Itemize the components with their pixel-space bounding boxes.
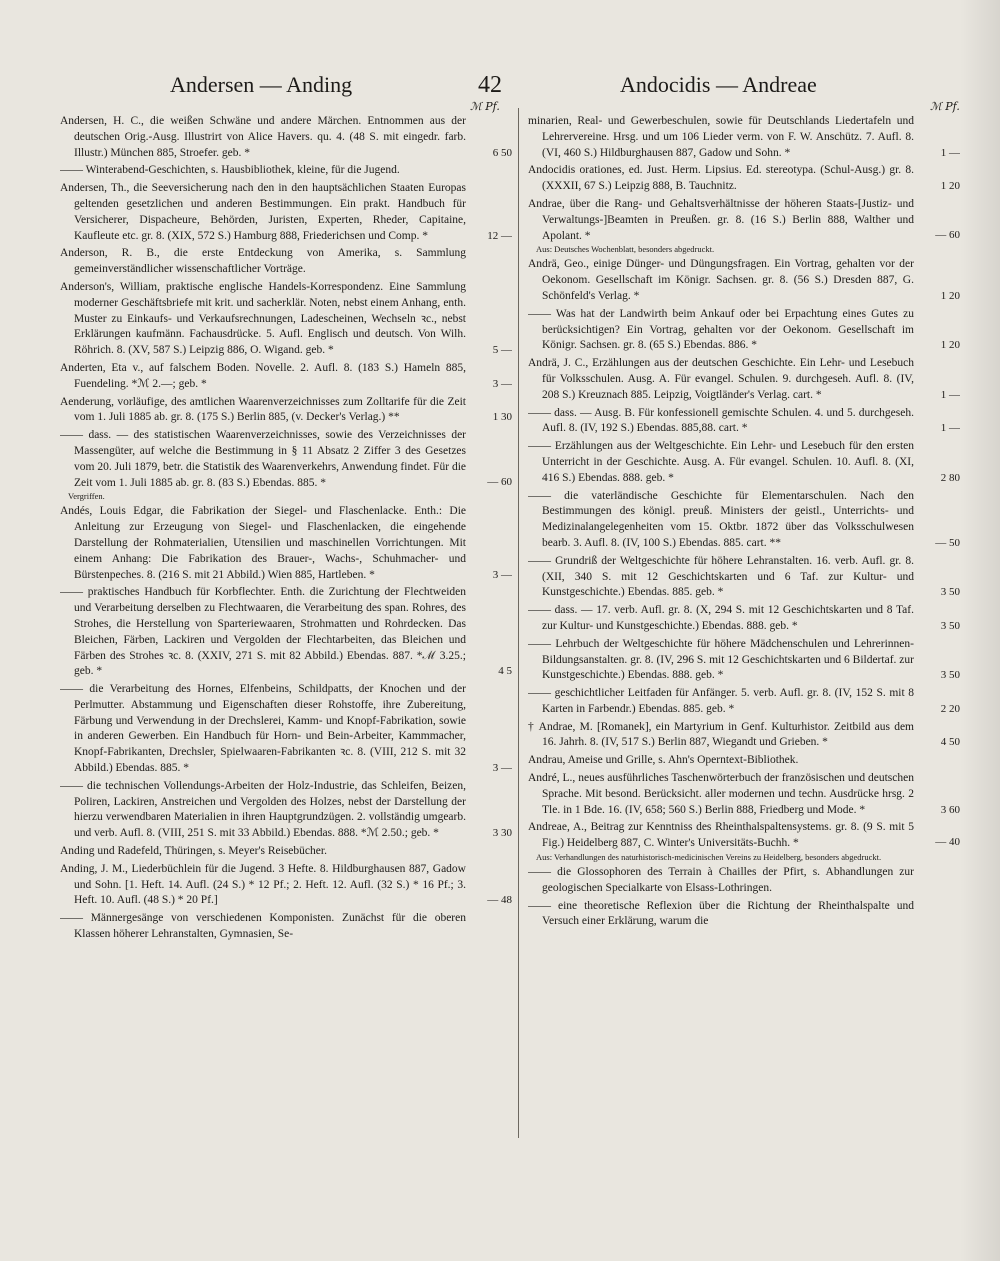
scan-edge-shadow bbox=[960, 0, 1000, 1261]
catalog-entry bbox=[60, 395, 512, 427]
page-number: 42 bbox=[478, 72, 502, 98]
entry-text: Anderson, R. B., die erste Entdeckung von Amerika, s. Sammlung gemeinverständlicher wissenschaftlicher Vorträge. bbox=[60, 247, 466, 276]
catalog-entry bbox=[528, 637, 960, 684]
entry-text: Anding, J. M., Liederbüchlein für die Jugend. 3 Hefte. 8. Hildburghausen 887, Gadow und Sohn. [1. Heft. 14. Aufl. (24 S.) * 12 Pf.; 2. Heft. 12. Aufl. (32 S.) * 16 Pf.; 3. Heft. 10. Aufl. (48 S.) * 20 Pf.] bbox=[60, 862, 466, 907]
entry-price: 6 50 bbox=[492, 146, 512, 159]
catalog-entry bbox=[528, 439, 960, 486]
entry-price: 1 20 bbox=[940, 289, 960, 302]
entry-price: 4 5 bbox=[498, 665, 512, 678]
catalog-entry bbox=[60, 844, 512, 860]
catalog-entry bbox=[528, 307, 960, 354]
entry-note: Aus: Verhandlungen des naturhistorisch-medicinischen Vereins zu Heidelberg, besonders abgedruckt. bbox=[536, 852, 882, 863]
entry-price: 1 — bbox=[940, 146, 960, 159]
catalog-entry bbox=[528, 114, 960, 161]
entry-text: Andrau, Ameise und Grille, s. Ahn's Operntext-Bibliothek. bbox=[528, 754, 799, 767]
entry-note: Aus: Deutsches Wochenblatt, besonders abgedruckt. bbox=[536, 244, 715, 255]
catalog-entry bbox=[528, 163, 960, 195]
catalog-entry bbox=[528, 406, 960, 438]
column-divider bbox=[518, 108, 519, 1138]
entry-text: —— dass. — des statistischen Waarenverzeichnisses, sowie des Verzeichnisses der Massengüter, auf welche die Bestimmung in § 11 Absatz 2 Ziffer 3 des Gesetzes vom 20. Juli 1879, betr. die Statistik des Waarenverkehrs, Anwendung findet. Für die Zeit vom 1. Juli 1885 ab. gr. 8. (83 S.) Ebendas. 885. * bbox=[60, 429, 466, 489]
right-column bbox=[528, 114, 960, 1134]
catalog-entry bbox=[60, 682, 512, 777]
catalog-entry bbox=[528, 356, 960, 403]
catalog-entry bbox=[528, 771, 960, 818]
entry-price: 4 50 bbox=[940, 736, 960, 749]
entry-text: † Andrae, M. [Romanek], ein Martyrium in Genf. Kulturhistor. Zeitbild aus dem 16. Jahrh. 8. (IV, 517 S.) Berlin 887, Wiegandt und Grieben. * bbox=[528, 720, 914, 749]
entry-price: — 40 bbox=[935, 836, 960, 849]
catalog-entry bbox=[60, 181, 512, 244]
catalog-entry bbox=[528, 720, 960, 752]
entry-price: 3 — bbox=[492, 377, 512, 390]
entry-price: 12 — bbox=[487, 229, 512, 242]
catalog-entry bbox=[528, 554, 960, 601]
entry-text: Andrä, J. C., Erzählungen aus der deutschen Geschichte. Ein Lehr- und Lesebuch für Volksschulen. Ausg. A. Für evangel. Schulen. 9. durchgeseh. Aufl. 8. (IV, 208 S.) Kreuznach 885. Leipzig, Voigtländer's Verlag. cart. * bbox=[528, 357, 914, 401]
entry-text: —— Erzählungen aus der Weltgeschichte. Ein Lehr- und Lesebuch für den ersten Unterricht in der Geschichte. Ausg. A. Für evangel. Schulen. 10. Aufl. 8. (XI, 416 S.) Ebendas. 888. geb. * bbox=[528, 440, 914, 484]
catalog-entry bbox=[60, 280, 512, 359]
running-head-left: Andersen — Anding bbox=[170, 72, 353, 97]
catalog-entry bbox=[60, 361, 512, 393]
entry-price: 3 50 bbox=[940, 619, 960, 632]
price-unit-right: ℳ Pf. bbox=[930, 100, 960, 113]
entry-text: —— die vaterländische Geschichte für Elementarschulen. Nach den Bestimmungen des königl. preuß. Ministers der geistl., Unterrichts- und Medizinalangelegenheiten vom 15. Oktbr. 1872 über das Volksschulwesen bearb. 3. Aufl. 8. (IV, 100 S.) Ebendas. 885. cart. ** bbox=[528, 489, 914, 549]
entry-price: — 60 bbox=[935, 228, 960, 241]
entry-text: Andersen, H. C., die weißen Schwäne und andere Märchen. Entnommen aus der deutschen Orig.-Ausg. Illustrirt von Alice Havers. qu. 4. (48 S. mit eingedr. farb. Illustr.) München 885, Stroefer. geb. * bbox=[60, 115, 466, 159]
entry-price: — 48 bbox=[487, 894, 512, 907]
catalog-entry bbox=[60, 862, 512, 909]
entry-price: 3 50 bbox=[940, 669, 960, 682]
catalog-entry bbox=[60, 585, 512, 680]
running-head-right: Andocidis — Andreae bbox=[620, 72, 817, 97]
entry-price: 2 20 bbox=[940, 702, 960, 715]
entry-text: Anderson's, William, praktische englische Handels-Korrespondenz. Eine Sammlung moderner Geschäftsbriefe mit krit. und sacherklär. Noten, nebst einem Anhang, enth. Muster zu Einkaufs- und Verkaufsrechnungen, Ladescheinen, Wechseln ꝛc., nebst Erklärungen kaufmänn. Fachausdrücke. 5. Aufl. Englisch und deutsch. Von Wilh. Röhrich. 8. (XV, 587 S.) Leipzig 886, O. Wigand. geb. * bbox=[60, 280, 466, 357]
entry-text: —— Lehrbuch der Weltgeschichte für höhere Mädchenschulen und Lehrerinnen-Bildungsanstalten. gr. 8. (IV, 296 S. mit 12 Geschichtskarten und 6 Bildertaf. zur Kunstgeschichte.) Ebendas. 888. geb. * bbox=[528, 637, 914, 682]
price-unit-left: ℳ Pf. bbox=[470, 100, 500, 113]
catalog-entry bbox=[60, 911, 512, 943]
entry-text: —— geschichtlicher Leitfaden für Anfänger. 5. verb. Aufl. gr. 8. (IV, 152 S. mit 8 Karten in Farbendr.) Ebendas. 885. geb. * bbox=[528, 687, 914, 715]
catalog-entry bbox=[60, 428, 512, 502]
entry-text: —— die technischen Vollendungs-Arbeiten der Holz-Industrie, das Schleifen, Beizen, Poliren, Lackiren, Anstreichen und Vergolden des Holzes, nebst der Darstellung der hierzu verwendbaren Materialien in ihren Hauptgrundzügen. 2. vollständig umgearb. und verb. Aufl. 8. (VIII, 251 S. mit 33 Abbild.) Ebendas. 888. *ℳ 2.50.; geb. * bbox=[60, 779, 466, 840]
entry-price: 1 — bbox=[940, 388, 960, 401]
entry-price: — 60 bbox=[487, 475, 512, 488]
entry-text: Anding und Radefeld, Thüringen, s. Meyer's Reisebücher. bbox=[60, 845, 327, 858]
catalog-entry bbox=[528, 753, 960, 769]
catalog-entry bbox=[528, 197, 960, 255]
entry-text: —— eine theoretische Reflexion über die Richtung der Rheinthalspalte und Versuch einer Erklärung, warum die bbox=[528, 899, 914, 928]
entry-text: —— Was hat der Landwirth beim Ankauf oder bei Erpachtung eines Gutes zu berücksichtigen? Ein Vortrag, gehalten vor der Oekonom. Gesellschaft im Königr. Sachsen. gr. 8. (65 S.) Ebendas. 886. * bbox=[528, 307, 914, 352]
entry-text: —— Grundriß der Weltgeschichte für höhere Lehranstalten. 16. verb. Aufl. gr. 8. (XII, 340 S. mit 12 Geschichtskarten und 6 Taf. zur Kultur- und Kunstgeschichte.) Ebendas. 885. geb. * bbox=[528, 554, 914, 599]
entry-price: 3 30 bbox=[492, 827, 512, 840]
catalog-entry bbox=[60, 779, 512, 842]
catalog-entry bbox=[528, 489, 960, 552]
entry-text: Andrae, über die Rang- und Gehaltsverhältnisse der höheren Staats-[Justiz- und Verwaltungs-]Beamten in Preußen. gr. 8. (16 S.) Berlin 888, Walther und Apolant. * bbox=[528, 197, 914, 242]
entry-text: André, L., neues ausführliches Taschenwörterbuch der französischen und deutschen Sprache. Mit besond. Berücksicht. aller modernen und techn. Ausdrücke hrsg. 2 Tle. in 1 Bde. 16. (IV, 658; 560 S.) Berlin 888, Friedberg und Mode. * bbox=[528, 772, 914, 816]
entry-text: Andreae, A., Beitrag zur Kenntniss des Rheinthalspaltensystems. gr. 8. (9 S. mit 5 Fig.) Heidelberg 887, C. Winter's Universitäts-Buchh. * bbox=[528, 821, 914, 850]
catalog-entry bbox=[528, 603, 960, 635]
entry-text: Aenderung, vorläufige, des amtlichen Waarenverzeichnisses zum Zolltarife für die Zeit vom 1. Juli 1885 ab. gr. 8. (175 S.) Berlin 885, (v. Decker's Verlag.) ** bbox=[60, 395, 466, 424]
entry-price: 3 60 bbox=[940, 803, 960, 816]
catalog-entry bbox=[528, 257, 960, 304]
entry-text: Andersen, Th., die Seeversicherung nach den in den hauptsächlichen Staaten Europas geltenden gesetzlichen und anderen Bestimmungen. Ein prakt. Handbuch für Versicherer, Dispacheure, Behörden, Juristen, Experten, Rheder, Capitaine, Kaufleute etc. gr. 8. (XIX, 572 S.) Hamburg 888, Friederichsen und Comp. * bbox=[60, 182, 466, 242]
catalog-entry bbox=[528, 899, 960, 931]
entry-price: 3 — bbox=[492, 762, 512, 775]
entry-text: —— Männergesänge von verschiedenen Komponisten. Zunächst für die oberen Klassen höherer Lehranstalten, Gymnasien, Se- bbox=[60, 912, 466, 941]
catalog-entry bbox=[60, 163, 512, 179]
entry-text: minarien, Real- und Gewerbeschulen, sowie für Deutschlands Liedertafeln und Lehrervereine. Hrsg. und um 106 Lieder verm. von F. W. Anschütz. 7. Aufl. 8. (VI, 460 S.) Hildburghausen 887, Gadow und Sohn. * bbox=[528, 115, 914, 159]
entry-price: 5 — bbox=[492, 344, 512, 357]
entry-price: 2 80 bbox=[940, 471, 960, 484]
entry-text: —— die Glossophoren des Terrain à Chailles der Pfirt, s. Abhandlungen zur geologischen Specialkarte von Elsass-Lothringen. bbox=[528, 866, 914, 894]
catalog-entry bbox=[528, 820, 960, 863]
entry-price: 1 20 bbox=[940, 180, 960, 193]
entry-text: —— praktisches Handbuch für Korbflechter. Enth. die Zurichtung der Flechtweiden und Verarbeitung derselben zu Flechtwaaren, die Verarbeitung des span. Rohres, des Strohes, die Herstellung von Sparteriewaaren, Strohmatten und Rohrdecken. Das Bleichen, Färben, Lackiren und Vergolden der Flechtarbeiten, das Bleichen und Färben des Strohes ꝛc. 8. (XXIV, 271 S. mit 82 Abbild.) Ebendas. 887. *ℳ 3.25.; geb. * bbox=[60, 586, 466, 678]
catalog-entry bbox=[528, 686, 960, 718]
catalog-entry bbox=[60, 504, 512, 583]
entry-text: —— dass. — Ausg. B. Für konfessionell gemischte Schulen. 4. und 5. durchgeseh. Aufl. 8. (IV, 192 S.) Ebendas. 885,88. cart. * bbox=[528, 406, 914, 435]
catalog-entry bbox=[60, 114, 512, 161]
running-head bbox=[150, 72, 870, 100]
entry-price: — 50 bbox=[935, 536, 960, 549]
left-column bbox=[60, 114, 512, 1134]
entry-text: Andocidis orationes, ed. Just. Herm. Lipsius. Ed. stereotypa. (Schul-Ausg.) gr. 8. (XXXII, 67 S.) Leipzig 888, B. Tauchnitz. bbox=[528, 164, 914, 193]
entry-price: 1 — bbox=[940, 422, 960, 435]
entry-price: 3 50 bbox=[940, 586, 960, 599]
entry-text: —— die Verarbeitung des Hornes, Elfenbeins, Schildpatts, der Knochen und der Perlmutter. Abstammung und Eigenschaften dieser Rohstoffe, ihre Zubereitung, Färbung und Verwendung in der Drechslerei, Kamm- und Knopf-Fabrikation, sowie in anderen Gewerben. Ein Handbuch für Horn- und Bein-Arbeiter, Kammmacher, Knopf-Fabrikanten, Drechsler, Spielwaaren-Fabrikanten ꝛc. 8. (VIII, 212 S. mit 32 Abbild.) Ebendas. 885. * bbox=[60, 683, 466, 775]
entry-text: Anderten, Eta v., auf falschem Boden. Novelle. 2. Aufl. 8. (183 S.) Hameln 885, Fuendeling. *ℳ 2.—; geb. * bbox=[60, 361, 466, 390]
catalog-entry bbox=[528, 865, 960, 897]
entry-text: Andés, Louis Edgar, die Fabrikation der Siegel- und Flaschenlacke. Enth.: Die Anleitung zur Erzeugung von Siegel- und Flaschenlacken, die eingehende Darstellung der Rohmaterialien, Utensilien und maschinellen Vorrichtungen. Mit einem Anhang: Die Fabrikation des Brauer-, Wachs-, Schuhmacher- und Bürstenpeches. 8. (216 S. mit 21 Abbild.) Wien 885, Hartleben. * bbox=[60, 505, 466, 581]
entry-text: —— dass. — 17. verb. Aufl. gr. 8. (X, 294 S. mit 12 Geschichtskarten und 8 Taf. zur Kultur- und Kunstgeschichte.) Ebendas. 888. geb. * bbox=[528, 604, 914, 632]
entry-note: Vergriffen. bbox=[68, 491, 105, 502]
entry-price: 1 20 bbox=[940, 339, 960, 352]
entry-text: Andrä, Geo., einige Dünger- und Düngungsfragen. Ein Vortrag, gehalten vor der Oekonom. Gesellschaft im Königr. Sachsen. gr. 8. (56 S.) Dresden 887, G. Schönfeld's Verlag. * bbox=[528, 258, 914, 302]
entry-text: —— Winterabend-Geschichten, s. Hausbibliothek, kleine, für die Jugend. bbox=[60, 164, 400, 177]
catalog-entry bbox=[60, 246, 512, 278]
entry-price: 3 — bbox=[492, 568, 512, 581]
entry-price: 1 30 bbox=[492, 411, 512, 424]
